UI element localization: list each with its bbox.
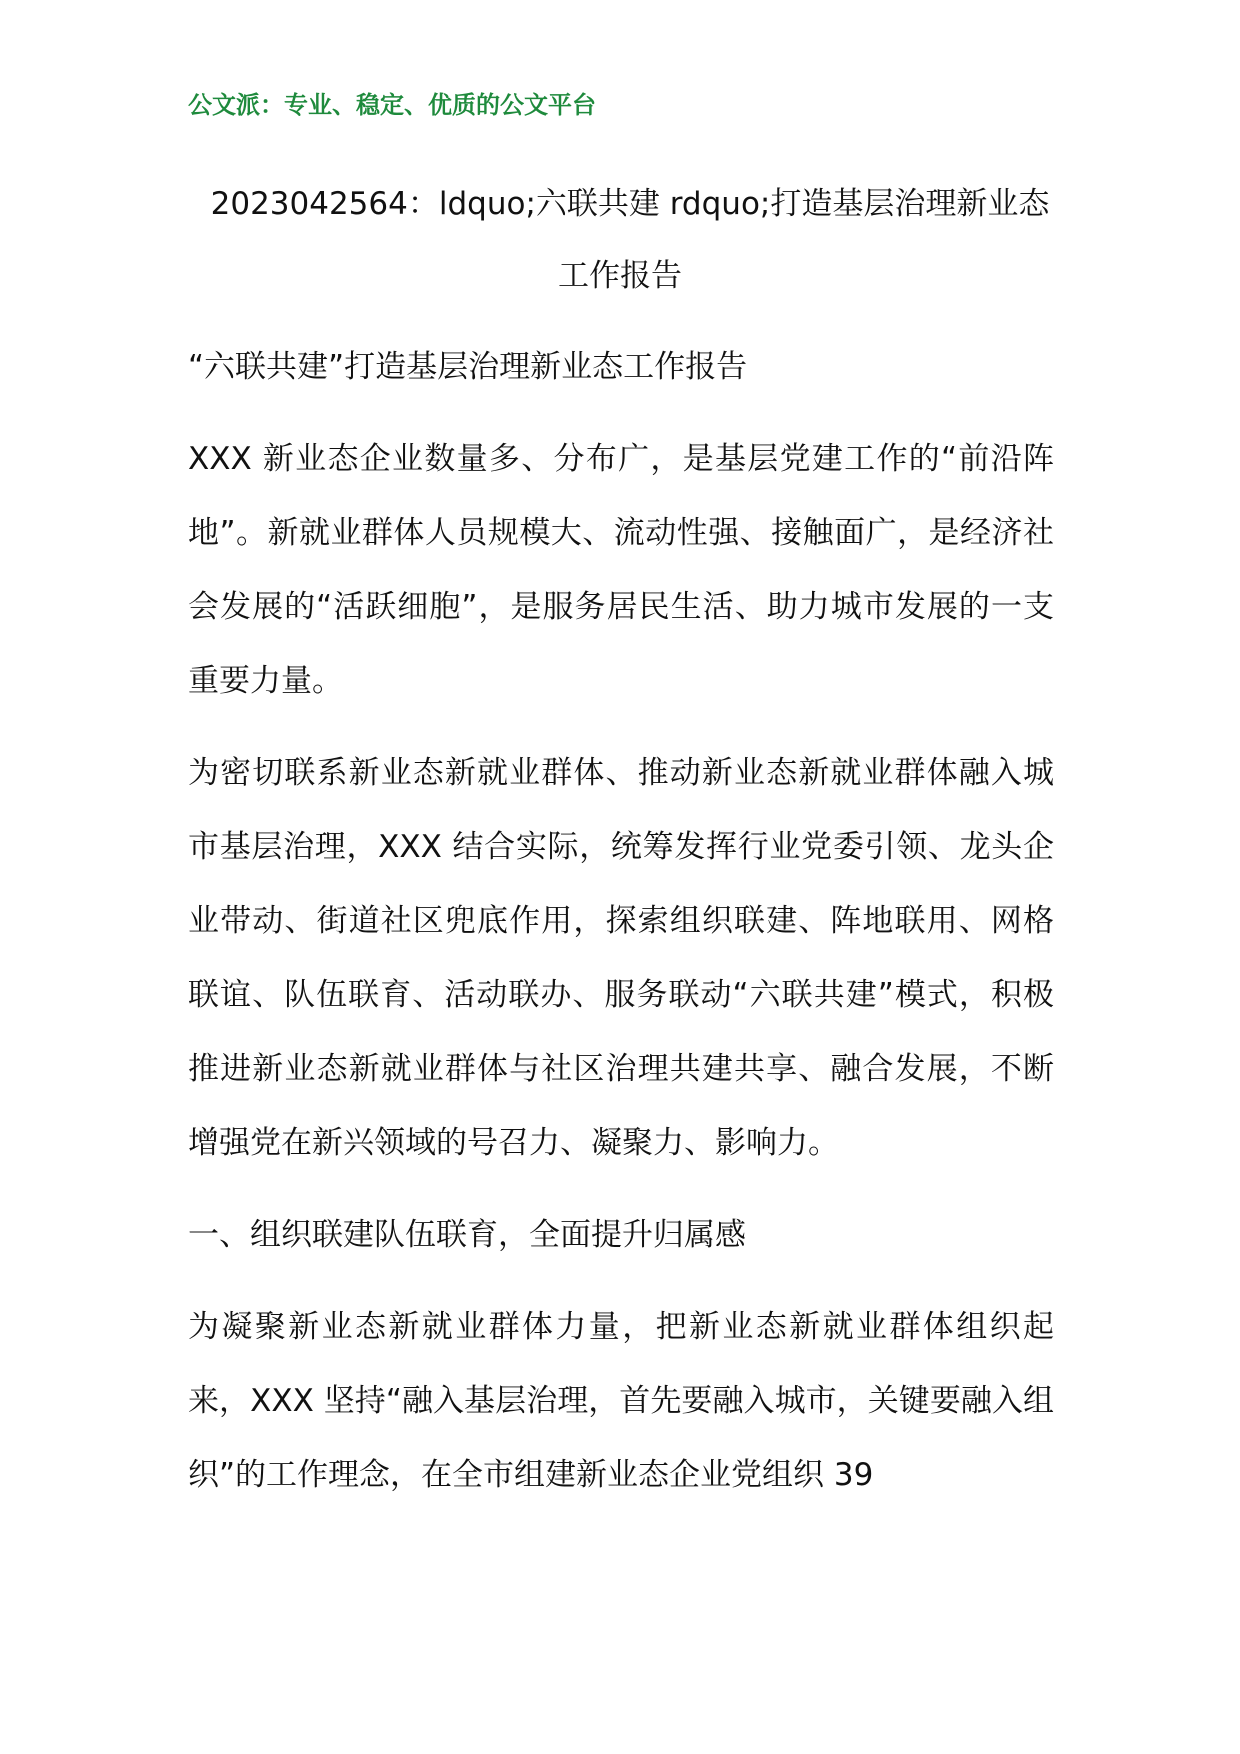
document-body [188,330,1054,1530]
body-paragraph: 为密切联系新业态新就业群体、推动新业态新就业群体融入城市基层治理，XXX 结合实际，统筹发挥行业党委引领、龙头企业带动、街道社区兜底作用，探索组织联建、阵地联用、网格联谊、队伍联育、活动联办、服务联动“六联共建”模式，积极推进新业态新就业群体与社区治理共建共享、融合发展，不断增强党在新兴领域的号召力、凝聚力、影响力。 [188,755,1054,1161]
section-heading: 一、组织联建队伍联育，全面提升归属感 [188,1217,746,1253]
document-title: 2023042564：ldquo;六联共建 rdquo;打造基层治理新业态工作报告 [210,186,1050,294]
body-paragraph: 为凝聚新业态新就业群体力量，把新业态新就业群体组织起来，XXX 坚持“融入基层治理，首先要融入城市，关键要融入组织”的工作理念，在全市组建新业态企业党组织 39 [188,1309,1054,1493]
subtitle-paragraph: “六联共建”打造基层治理新业态工作报告 [188,349,748,385]
brand-header: 公文派：专业、稳定、优质的公文平台 [188,91,596,119]
body-paragraph: XXX 新业态企业数量多、分布广，是基层党建工作的“前沿阵地”。新就业群体人员规模大、流动性强、接触面广，是经济社会发展的“活跃细胞”，是服务居民生活、助力城市发展的一支重要力量。 [188,441,1054,699]
